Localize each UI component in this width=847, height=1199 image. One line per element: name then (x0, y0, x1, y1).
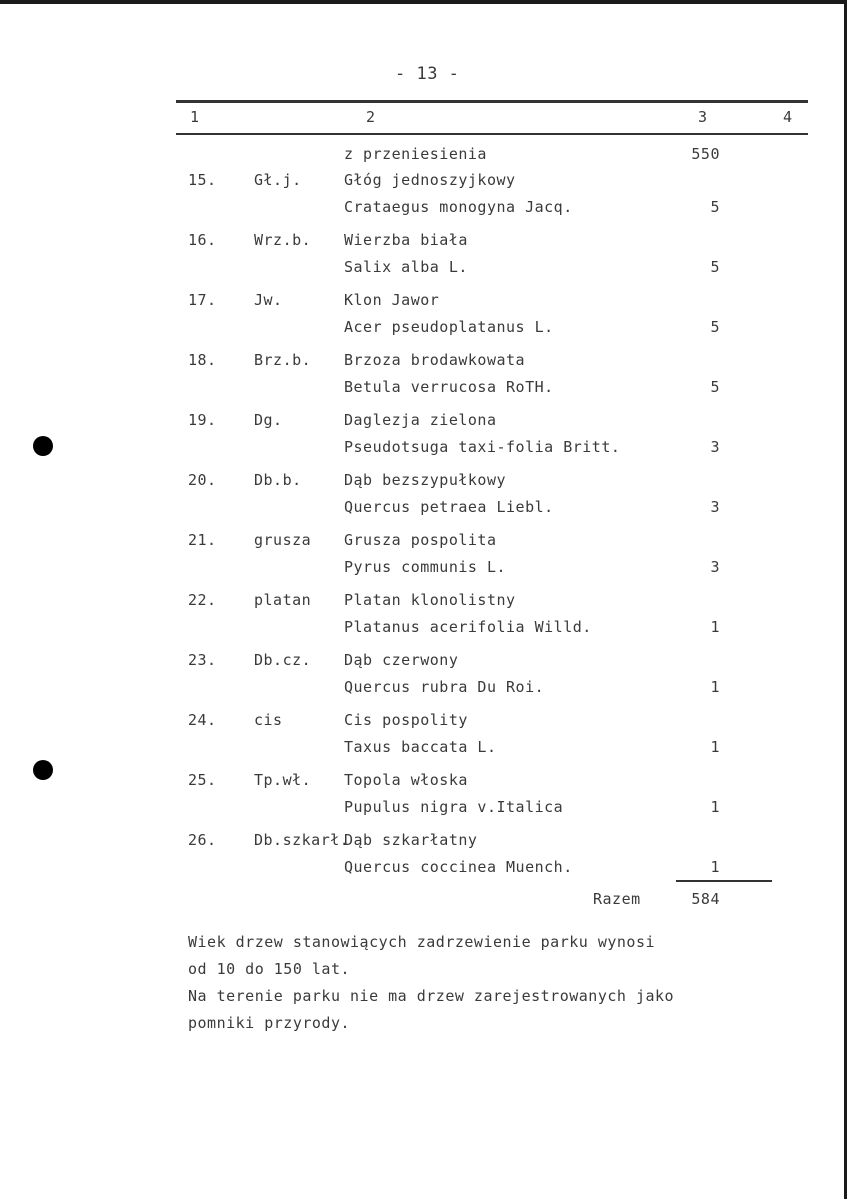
punch-hole (33, 436, 53, 456)
row-polish-name: Platan klonolistny (344, 591, 516, 609)
row-latin-name: Pyrus communis L. (344, 558, 507, 576)
row-abbreviation: Db.cz. (254, 651, 312, 669)
row-number: 24. (188, 711, 217, 729)
row-polish-name: Daglezja zielona (344, 411, 497, 429)
row-latin-name: Pupulus nigra v.Italica (344, 798, 564, 816)
column-header: 1 (190, 108, 200, 126)
row-number: 26. (188, 831, 217, 849)
row-latin-name: Platanus acerifolia Willd. (344, 618, 592, 636)
footer-line: pomniki przyrody. (188, 1014, 351, 1032)
row-abbreviation: Db.b. (254, 471, 302, 489)
row-abbreviation: platan (254, 591, 312, 609)
row-polish-name: Brzoza brodawkowata (344, 351, 526, 369)
row-quantity: 1 (710, 618, 720, 636)
row-number: 22. (188, 591, 217, 609)
row-quantity: 1 (710, 738, 720, 756)
row-number: 18. (188, 351, 217, 369)
page-number: - 13 - (395, 64, 460, 84)
row-quantity: 5 (710, 258, 720, 276)
row-number: 16. (188, 231, 217, 249)
row-number: 23. (188, 651, 217, 669)
row-quantity: 5 (710, 318, 720, 336)
row-quantity: 5 (710, 198, 720, 216)
row-quantity: 1 (710, 678, 720, 696)
row-abbreviation: cis (254, 711, 283, 729)
footer-line: Na terenie parku nie ma drzew zarejestrowanych jako (188, 987, 675, 1005)
row-latin-name: Quercus petraea Liebl. (344, 498, 554, 516)
row-quantity: 3 (710, 438, 720, 456)
row-abbreviation: Dg. (254, 411, 283, 429)
column-header: 3 (698, 108, 708, 126)
carry-value: 550 (691, 145, 720, 163)
row-latin-name: Quercus coccinea Muench. (344, 858, 573, 876)
row-abbreviation: Wrz.b. (254, 231, 312, 249)
row-polish-name: Topola włoska (344, 771, 468, 789)
row-latin-name: Betula verrucosa RoTH. (344, 378, 554, 396)
row-number: 25. (188, 771, 217, 789)
row-abbreviation: Db.szkarł. (254, 831, 350, 849)
row-abbreviation: Jw. (254, 291, 283, 309)
punch-hole (33, 760, 53, 780)
row-latin-name: Acer pseudoplatanus L. (344, 318, 554, 336)
row-polish-name: Głóg jednoszyjkowy (344, 171, 516, 189)
row-latin-name: Crataegus monogyna Jacq. (344, 198, 573, 216)
row-polish-name: Dąb szkarłatny (344, 831, 478, 849)
row-quantity: 3 (710, 558, 720, 576)
total-value: 584 (691, 890, 720, 908)
carry-label: z przeniesienia (344, 145, 487, 163)
row-polish-name: Klon Jawor (344, 291, 440, 309)
row-polish-name: Cis pospolity (344, 711, 468, 729)
row-number: 17. (188, 291, 217, 309)
row-latin-name: Pseudotsuga taxi-folia Britt. (344, 438, 621, 456)
total-label: Razem (593, 890, 641, 908)
row-latin-name: Quercus rubra Du Roi. (344, 678, 545, 696)
row-number: 21. (188, 531, 217, 549)
footer-line: Wiek drzew stanowiących zadrzewienie parku wynosi (188, 933, 656, 951)
row-number: 20. (188, 471, 217, 489)
header-bottom-rule (176, 133, 808, 135)
row-abbreviation: grusza (254, 531, 312, 549)
column-header: 4 (783, 108, 793, 126)
sum-rule (676, 880, 772, 882)
row-quantity: 1 (710, 798, 720, 816)
row-polish-name: Grusza pospolita (344, 531, 497, 549)
row-quantity: 3 (710, 498, 720, 516)
table-top-rule (176, 100, 808, 103)
row-number: 15. (188, 171, 217, 189)
row-quantity: 1 (710, 858, 720, 876)
row-abbreviation: Gł.j. (254, 171, 302, 189)
column-header: 2 (366, 108, 376, 126)
row-latin-name: Taxus baccata L. (344, 738, 497, 756)
scan-border-top (0, 0, 847, 4)
row-polish-name: Dąb czerwony (344, 651, 459, 669)
row-abbreviation: Tp.wł. (254, 771, 312, 789)
row-polish-name: Dąb bezszypułkowy (344, 471, 507, 489)
row-number: 19. (188, 411, 217, 429)
row-quantity: 5 (710, 378, 720, 396)
row-polish-name: Wierzba biała (344, 231, 468, 249)
footer-line: od 10 do 150 lat. (188, 960, 351, 978)
row-latin-name: Salix alba L. (344, 258, 468, 276)
row-abbreviation: Brz.b. (254, 351, 312, 369)
